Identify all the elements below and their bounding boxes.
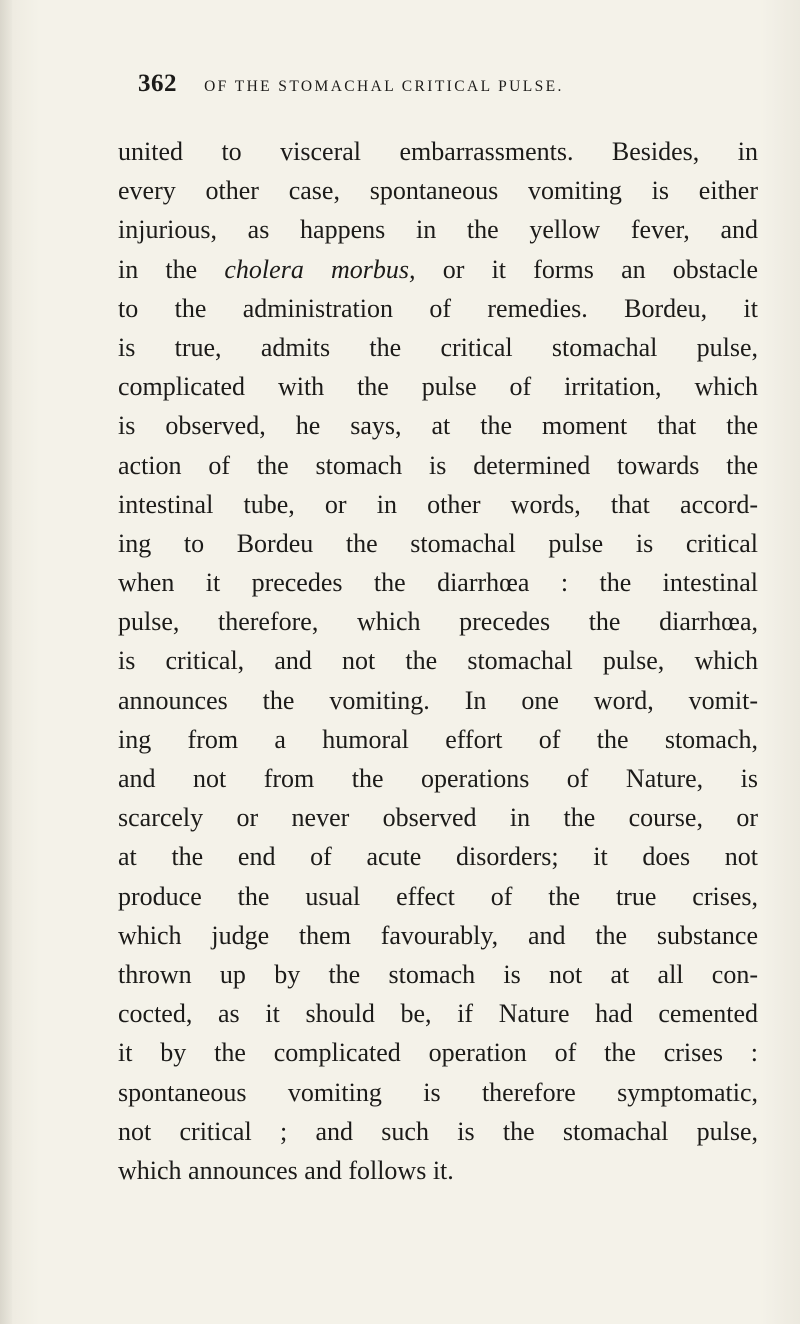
text-line: produce the usual effect of the true crises, [118,881,758,911]
text-line: united to visceral embarrassments. Besides, in [118,137,758,166]
text-line: at the end of acute disorders; it does not [118,842,758,872]
text-line: injurious, as happens in the yellow fever, and [118,215,758,245]
text-line: action of the stomach is determined towards the [118,450,758,480]
text-line [118,250,758,289]
text-line: thrown up by the stomach is not at all con- [118,959,758,989]
text-line: which judge them favourably, and the substance [118,920,758,950]
text-line: when it precedes the diarrhœa : the intestinal [118,568,758,598]
text-line: spontaneous vomiting is therefore symptomatic, [118,1077,758,1107]
italic-term: cholera morbus, [224,254,416,284]
page-gutter-shadow [0,0,12,1324]
text-segment: or it forms an obstacle [415,254,758,284]
text-line: announces the vomiting. In one word, vomit- [118,685,758,715]
text-line: not critical ; and such is the stomachal pulse, [118,1116,758,1146]
text-line: is critical, and not the stomachal pulse, which [118,646,758,676]
page-number: 362 [138,70,177,97]
text-line: ing from a humoral effort of the stomach, [118,724,758,754]
text-line: complicated with the pulse of irritation, which [118,372,758,402]
text-line: to the administration of remedies. Bordeu, it [118,293,758,323]
text-line: scarcely or never observed in the course, or [118,803,758,833]
text-line: is true, admits the critical stomachal pulse, [118,332,758,362]
text-line: which announces and follows it. [118,1155,454,1185]
text-line: it by the complicated operation of the crises : [118,1038,758,1068]
text-line: and not from the operations of Nature, is [118,764,758,793]
text-line: cocted, as it should be, if Nature had cemented [118,999,758,1029]
running-head-title: OF THE STOMACHAL CRITICAL PULSE. [204,78,564,95]
text-line: ing to Bordeu the stomachal pulse is critical [118,528,758,558]
text-segment: in the [118,254,225,284]
text-line: pulse, therefore, which precedes the diarrhœa, [118,607,758,637]
text-line: every other case, spontaneous vomiting is either [118,176,758,206]
running-head [138,70,738,106]
text-line: is observed, he says, at the moment that the [118,411,758,441]
body-text [118,132,758,1190]
text-line: intestinal tube, or in other words, that accord- [118,489,758,519]
